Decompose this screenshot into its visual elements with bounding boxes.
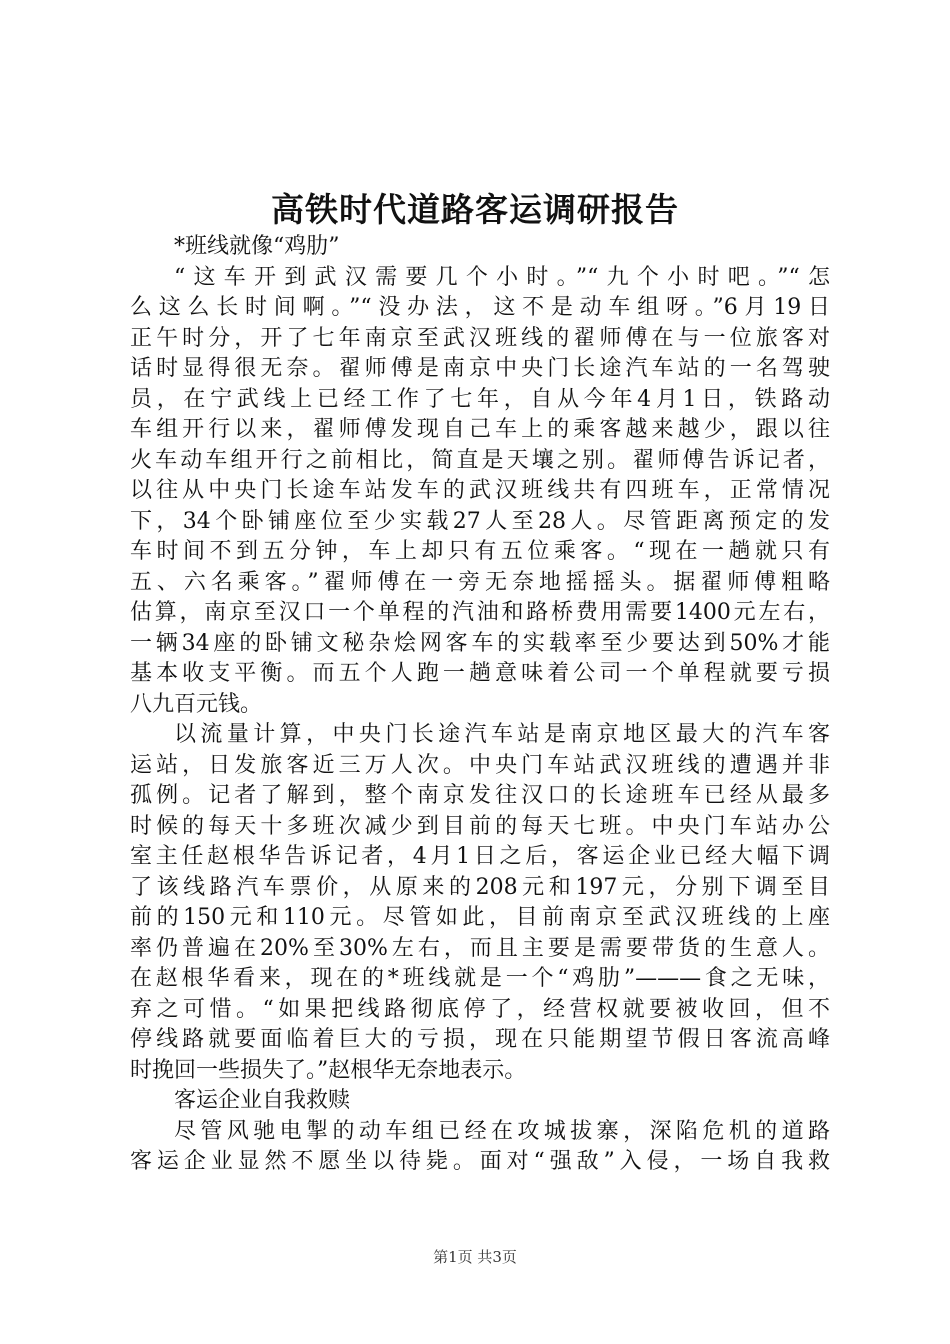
text-line: 八九百元钱。 [130, 691, 263, 717]
text-line: 正午时分，开了七年南京至武汉班线的翟师傅在与一位旅客对 [130, 325, 830, 351]
text-line: 在赵根华看来，现在的*班线就是一个“鸡肋”———食之无味， [130, 966, 830, 991]
text-line: 运站，日发旅客近三万人次。中央门车站武汉班线的遭遇并非 [130, 752, 830, 778]
text-line: 五、六名乘客。”翟师傅在一旁无奈地摇摇头。据翟师傅粗略 [130, 569, 830, 595]
text-line: 以流量计算，中央门长途汽车站是南京地区最大的汽车客 [174, 722, 830, 747]
text-line: 一辆34座的卧铺文秘杂烩网客车的实载率至少要达到50%才能 [130, 630, 830, 656]
text-line: *班线就像“鸡肋” [174, 234, 340, 259]
text-line: 车组开行以来，翟师傅发现自己车上的乘客越来越少，跟以往 [130, 417, 830, 442]
text-line: 停线路就要面临着巨大的亏损，现在只能期望节假日客流高峰 [130, 1027, 830, 1052]
text-line: “这车开到武汉需要几个小时。”“九个小时吧。”“怎 [174, 264, 830, 290]
text-line: 时候的每天十多班次减少到目前的每天七班。中央门车站办公 [130, 813, 830, 839]
text-line: 基本收支平衡。而五个人跑一趟意味着公司一个单程就要亏损 [130, 661, 830, 686]
text-line: 么这么长时间啊。”“没办法，这不是动车组呀。”6月19日 [130, 295, 830, 320]
text-line: 率仍普遍在20%至30%左右，而且主要是需要带货的生意人。 [130, 935, 830, 961]
text-line: 车时间不到五分钟，车上却只有五位乘客。“现在一趟就只有 [130, 539, 830, 564]
text-line: 下，34个卧铺座位至少实载27人至28人。尽管距离预定的发 [130, 508, 830, 534]
text-line: 前的150元和110元。尽管如此，目前南京至武汉班线的上座 [130, 905, 830, 930]
text-line: 了该线路汽车票价，从原来的208元和197元，分别下调至目 [130, 874, 830, 900]
text-line: 火车动车组开行之前相比，简直是天壤之别。翟师傅告诉记者， [130, 447, 830, 473]
text-line: 尽管风驰电掣的动车组已经在攻城拔寨，深陷危机的道路 [174, 1118, 830, 1144]
text-line: 客运企业自我救赎 [174, 1088, 351, 1113]
text-line: 员，在宁武线上已经工作了七年，自从今年4月1日，铁路动 [130, 386, 830, 412]
text-line: 孤例。记者了解到，整个南京发往汉口的长途班车已经从最多 [130, 783, 830, 808]
text-line: 以往从中央门长途车站发车的武汉班线共有四班车，正常情况 [130, 478, 830, 503]
text-line: 客运企业显然不愿坐以待毙。面对“强敌”入侵，一场自我救 [130, 1149, 830, 1174]
document-title: 高铁时代道路客运调研报告 [271, 190, 679, 229]
text-line: 话时显得很无奈。翟师傅是南京中央门长途汽车站的一名驾驶 [130, 356, 830, 381]
text-line: 时挽回一些损失了。”赵根华无奈地表示。 [130, 1057, 527, 1083]
document-body [130, 232, 830, 1178]
text-line: 室主任赵根华告诉记者，4月1日之后，客运企业已经大幅下调 [130, 844, 830, 869]
text-line: 估算，南京至汉口一个单程的汽油和路桥费用需要1400元左右， [130, 600, 830, 625]
text-line: 弃之可惜。“如果把线路彻底停了，经营权就要被收回，但不 [130, 996, 830, 1022]
page-footer: 第1页 共3页 [433, 1248, 517, 1266]
